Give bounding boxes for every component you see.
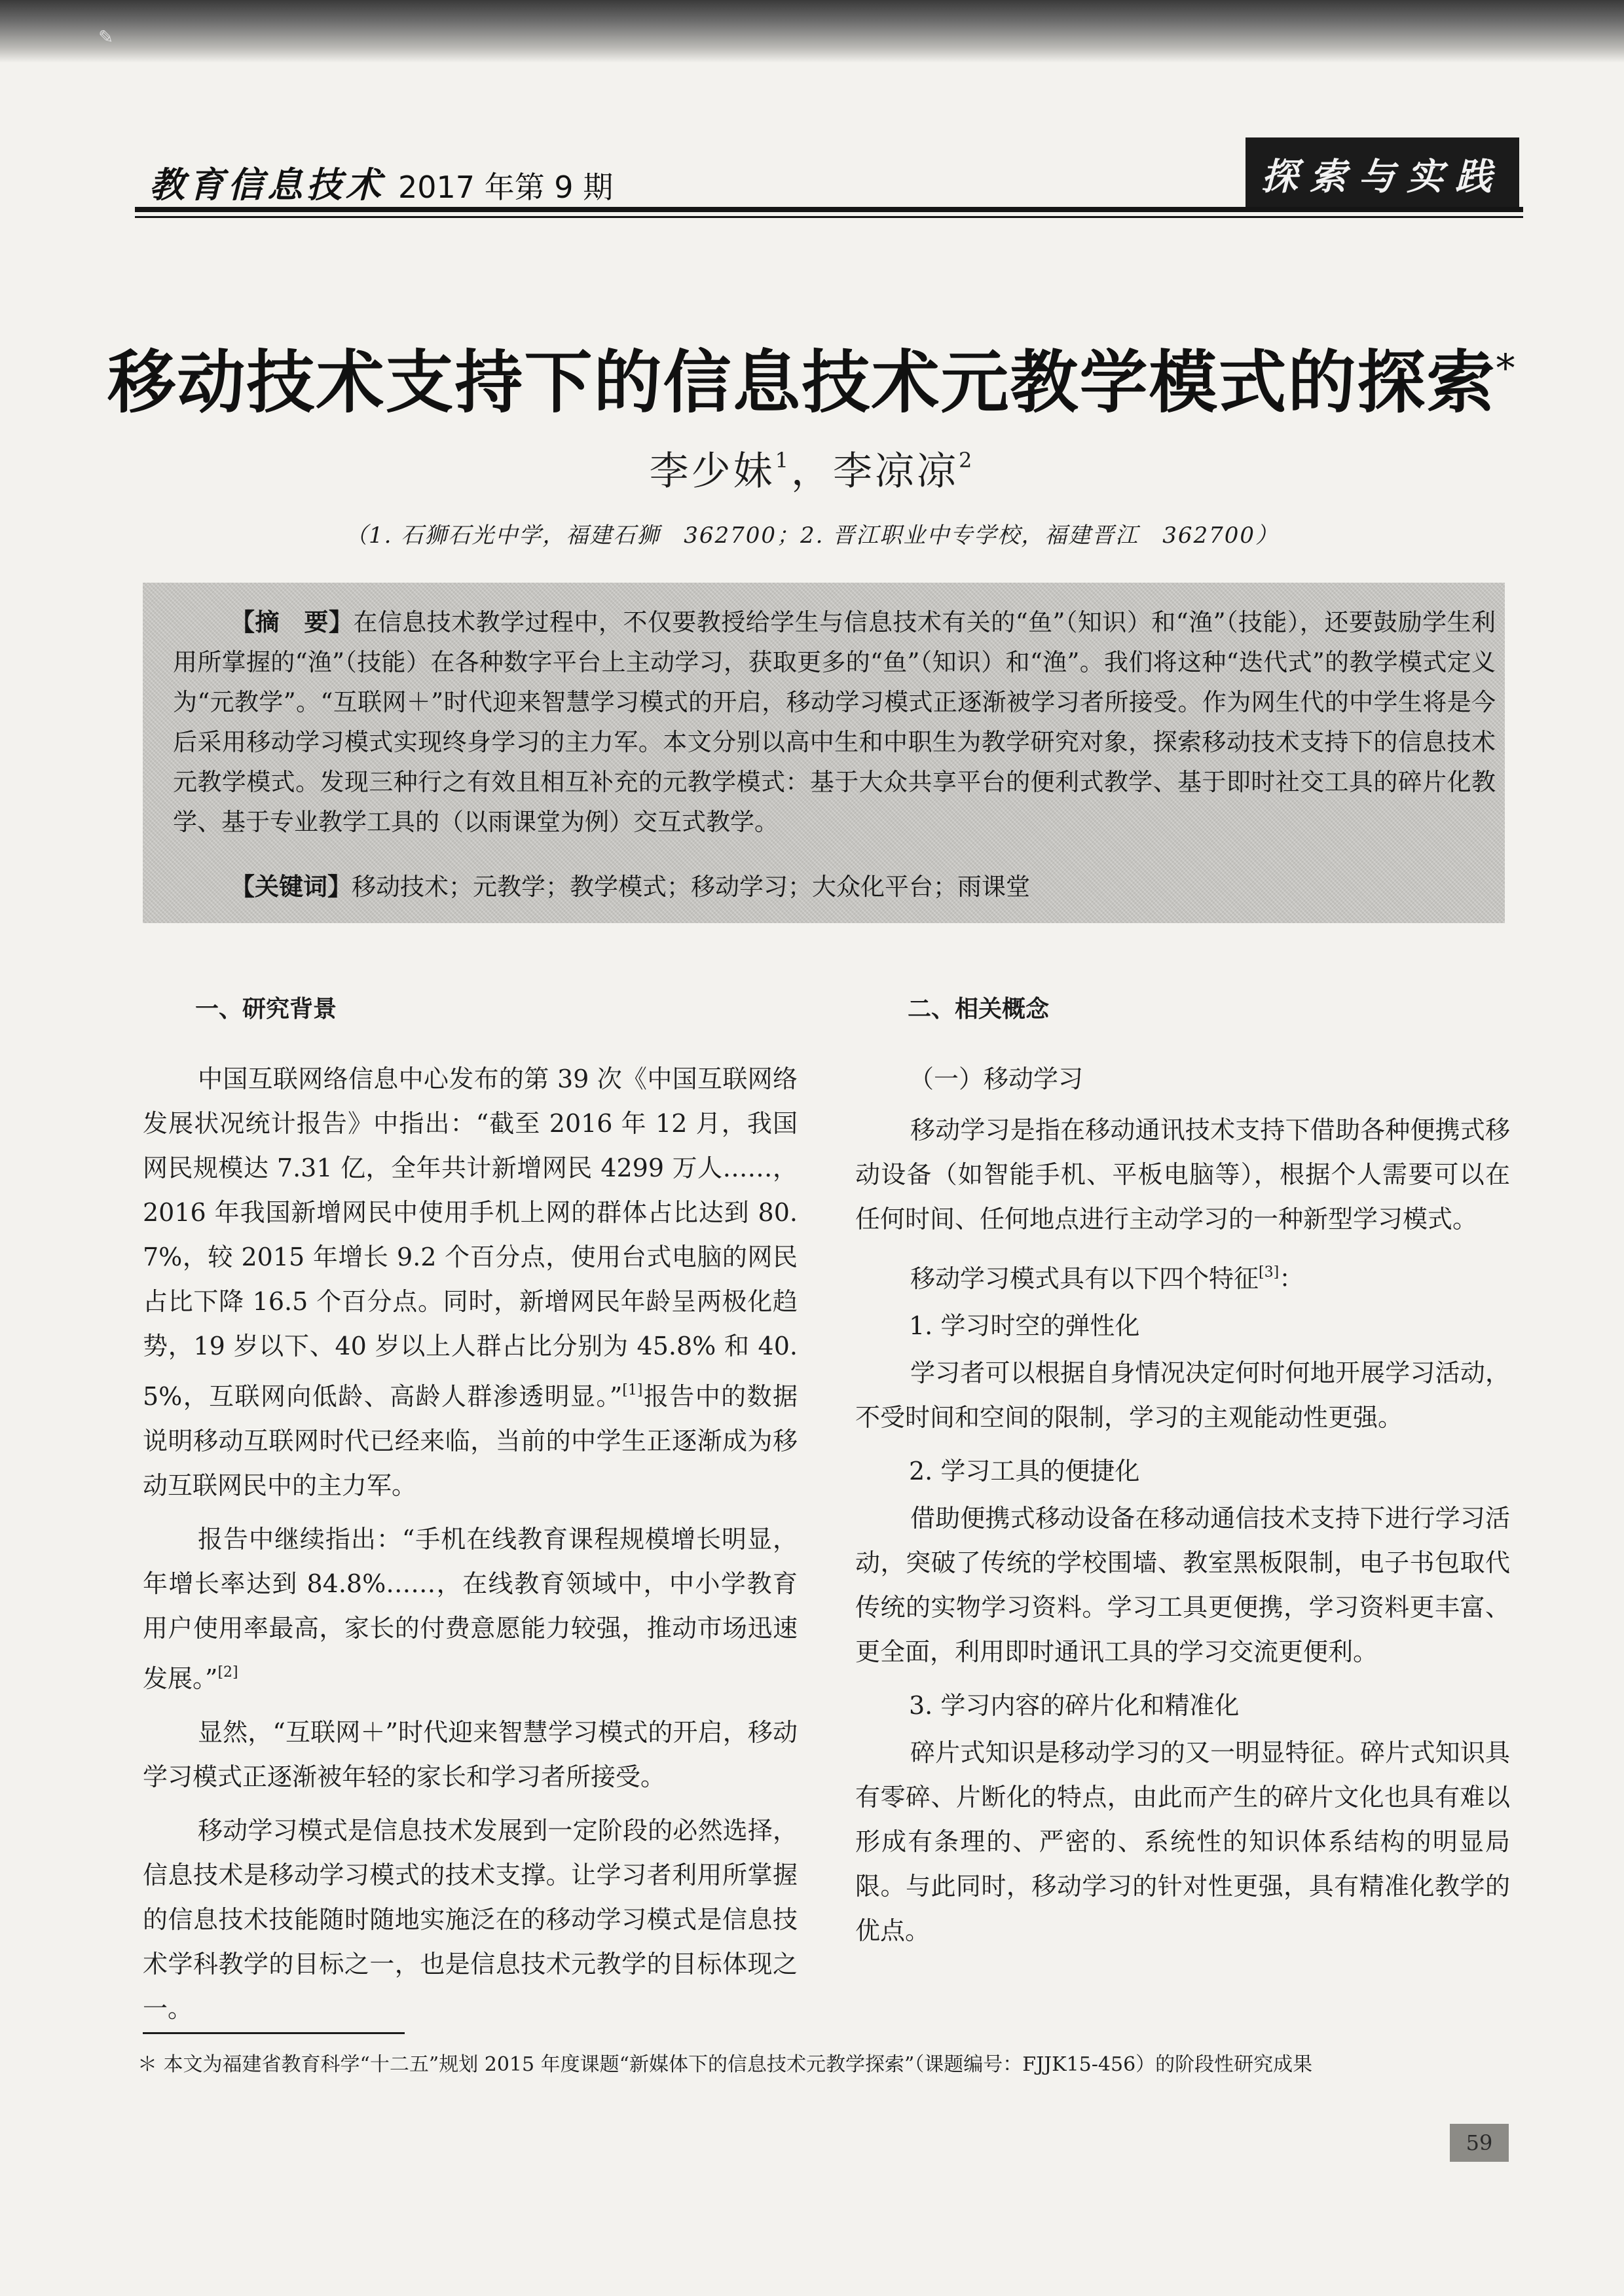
section-label: 探索与实践 [1246, 137, 1519, 211]
citation-ref: [1] [622, 1382, 643, 1398]
feature-heading: 3. 学习内容的碎片化和精准化 [909, 1691, 1240, 1720]
right-column [855, 990, 1510, 1962]
article-title [0, 327, 1624, 426]
paragraph [143, 1057, 798, 1508]
author-separator: ， [791, 448, 833, 494]
author-1: 李少妹 [649, 448, 775, 494]
abstract-label: 【摘 要】 [231, 608, 354, 636]
author-1-affil: 1 [775, 448, 791, 473]
page-number: 59 [1450, 2124, 1509, 2162]
authors [0, 440, 1624, 496]
citation-ref: [3] [1259, 1264, 1280, 1281]
keywords-label: 【关键词】 [231, 872, 352, 901]
journal-name: 教育信息技术 [149, 164, 385, 206]
citation-ref: [2] [217, 1664, 238, 1681]
left-column [143, 990, 798, 2040]
header-rule-thick [135, 207, 1523, 212]
paragraph: 碎片式知识是移动学习的又一明显特征。碎片式知识具有零碎、片断化的特点，由此而产生的碎片文化也具有难以形成有条理的、严密的、系统性的知识体系结构的明显局限。与此同时，移动学习的针对性更强，具有精准化教学的优点。 [855, 1738, 1510, 1945]
feature-heading: 2. 学习工具的便捷化 [909, 1457, 1140, 1485]
footnote: ＊ 本文为福建省教育科学“十二五”规划 2015 年度课题“新媒体下的信息技术元教学探索”（课题编号：FJJK15-456）的阶段性研究成果 [138, 2053, 1313, 2076]
header-rule-thin [135, 216, 1523, 218]
abstract [173, 602, 1496, 842]
scan-shadow [0, 0, 1624, 63]
issue-number: 2017 年第 9 期 [398, 170, 614, 205]
affiliations: （1. 石狮石光中学，福建石狮 362700；2. 晋江职业中专学校，福建晋江 362700） [344, 522, 1280, 549]
footnote-rule [143, 2032, 405, 2034]
author-2: 李凉凉 [833, 448, 959, 494]
paragraph: 借助便携式移动设备在移动通信技术支持下进行学习活动，突破了传统的学校围墙、教室黑板限制，电子书包取代传统的实物学习资料。学习工具更便携，学习资料更丰富、更全面，利用即时通讯工具的学习交流更便利。 [855, 1504, 1510, 1666]
paragraph-text: 报告中继续指出：“手机在线教育课程规模增长明显，年增长率达到 84.8%……，在线教育领域中，中小学教育用户使用率最高，家长的付费意愿能力较强，推动市场迅速发展。” [143, 1525, 798, 1693]
paragraph-text: 报告中的数据说明移动互联网时代已经来临，当前的中学生正逐渐成为移动互联网民中的主力军。 [143, 1382, 798, 1500]
paragraph: 学习者可以根据自身情况决定何时何地开展学习活动，不受时间和空间的限制，学习的主观能动性更强。 [855, 1358, 1510, 1432]
paragraph: 移动学习是指在移动通讯技术支持下借助各种便携式移动设备（如智能手机、平板电脑等），根据个人需要可以在任何时间、任何地点进行主动学习的一种新型学习模式。 [855, 1116, 1510, 1233]
title-footnote-mark: * [1496, 346, 1517, 390]
paragraph [143, 1517, 798, 1701]
corner-mark-icon: ✎ [98, 26, 114, 48]
paragraph-text: 中国互联网络信息中心发布的第 39 次《中国互联网络发展状况统计报告》中指出：“截至 2016 年 12 月，我国网民规模达 7.31 亿，全年共计新增网民 4299 万人……，2016 年我国新增网民中使用手机上网的群体占比达到 80.7%，较 2015 年增长 9.2 个百分点，使用台式电脑的网民占比下降 16.5 个百分点。同时，新增网民年龄呈两极化趋势，19 岁以下、40 岁以上人群占比分别为 45.8% 和 40.5%，互联网向低龄、高龄人群渗透明显。” [143, 1065, 798, 1411]
subsection-heading: （一）移动学习 [909, 1065, 1084, 1093]
keywords [231, 867, 1475, 907]
section-heading-background: 一、研究背景 [195, 996, 337, 1023]
title-text: 移动技术支持下的信息技术元教学模式的探索 [107, 342, 1496, 422]
paragraph: 显然，“互联网＋”时代迎来智慧学习模式的开启，移动学习模式正逐渐被年轻的家长和学习者所接受。 [143, 1718, 798, 1791]
paragraph [855, 1250, 1510, 1301]
keywords-list: 移动技术；元教学；教学模式；移动学习；大众化平台；雨课堂 [352, 873, 1030, 901]
feature-heading: 1. 学习时空的弹性化 [909, 1311, 1140, 1340]
paragraph-text: 移动学习模式具有以下四个特征 [910, 1264, 1259, 1293]
section-heading-concepts: 二、相关概念 [908, 996, 1050, 1023]
abstract-body: 在信息技术教学过程中，不仅要教授给学生与信息技术有关的“鱼”（知识）和“渔”（技能），还要鼓励学生利用所掌握的“渔”（技能）在各种数字平台上主动学习，获取更多的“鱼”（知识）和“渔”。我们将这种“迭代式”的教学模式定义为“元教学”。“互联网＋”时代迎来智慧学习模式的开启，移动学习模式正逐渐被学习者所接受。作为网生代的中学生将是今后采用移动学习模式实现终身学习的主力军。本文分别以高中生和中职生为教学研究对象，探索移动技术支持下的信息技术元教学模式。发现三种行之有效且相互补充的元教学模式：基于大众共享平台的便利式教学、基于即时社交工具的碎片化教学、基于专业教学工具的（以雨课堂为例）交互式教学。 [173, 608, 1496, 836]
author-2-affil: 2 [959, 448, 975, 473]
paragraph-text: ： [1279, 1264, 1304, 1293]
paragraph: 移动学习模式是信息技术发展到一定阶段的必然选择，信息技术是移动学习模式的技术支撑。让学习者利用所掌握的信息技术技能随时随地实施泛在的移动学习模式是信息技术学科教学的目标之一，也是信息技术元教学的目标体现之一。 [143, 1816, 798, 2023]
